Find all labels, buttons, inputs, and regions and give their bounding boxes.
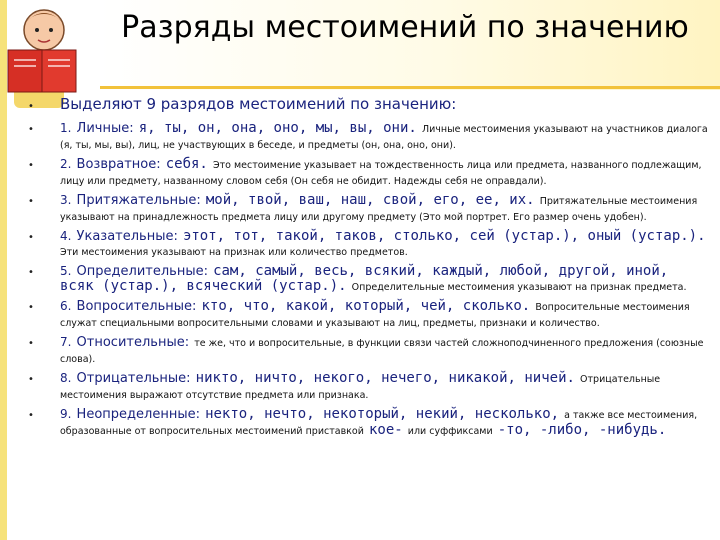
item-heading: Неопределенные: xyxy=(76,407,200,422)
bullet: • xyxy=(28,267,34,278)
item-examples: некто, нечто, некоторый, некий, несколько, xyxy=(205,406,560,422)
list-item xyxy=(28,334,708,366)
bullet: • xyxy=(28,232,34,243)
item-examples: мой, твой, ваш, наш, свой, его, ее, их. xyxy=(205,192,535,208)
item-description: те же, что и вопросительные, в функции связи частей сложноподчиненного предложения (союзные слова). xyxy=(60,338,704,365)
item-description-cont: или суффиксами xyxy=(407,426,493,437)
item-examples: этот, тот, такой, таков, столько, сей (устар.), оный (устар.). xyxy=(182,228,706,244)
item-description: Притяжательные местоимения указывают на принадлежность предмета лицу или другому предмету (Это мой портрет. Его размер очень удобен). xyxy=(60,196,698,223)
item-heading: Вопросительные: xyxy=(76,299,197,314)
bullet: • xyxy=(28,160,34,171)
item-examples: кто, что, какой, который, чей, сколько. xyxy=(201,298,531,314)
slide-title: Разряды местоимений по значению xyxy=(121,10,689,45)
list-item xyxy=(28,406,708,438)
intro-text: Выделяют 9 разрядов местоимений по значению: xyxy=(60,95,457,113)
item-number: 9. xyxy=(60,407,72,421)
bullet: • xyxy=(28,338,34,349)
list-item xyxy=(28,263,708,294)
item-number: 4. xyxy=(60,229,72,243)
list-item xyxy=(28,120,708,152)
list-item xyxy=(28,192,708,224)
item-examples: себя. xyxy=(165,156,208,172)
item-description: Отрицательные местоимения выражают отсутствие предмета или признака. xyxy=(60,374,661,401)
item-heading: Указательные: xyxy=(76,229,178,244)
item-heading: Притяжательные: xyxy=(76,193,201,208)
item-heading: Относительные: xyxy=(76,335,190,350)
item-examples: сам, самый, весь, всякий, каждый, любой, другой, иной, всяк (устар.), всяческий (устар.). xyxy=(60,263,669,294)
item-description: Эти местоимения указывают на признак или количество предметов. xyxy=(60,247,408,258)
item-number: 5. xyxy=(60,264,72,278)
item-number: 6. xyxy=(60,299,72,313)
bullet: • xyxy=(28,124,34,135)
list-item xyxy=(28,228,708,259)
item-examples: никто, ничто, некого, нечего, никакой, ничей. xyxy=(195,370,575,386)
title-underline xyxy=(100,86,720,89)
item-number: 1. xyxy=(60,121,72,135)
item-heading: Личные: xyxy=(76,121,134,136)
item-heading: Отрицательные: xyxy=(76,371,191,386)
bullet: • xyxy=(28,374,34,385)
list-item xyxy=(28,298,708,330)
item-number: 2. xyxy=(60,157,72,171)
bullet: • xyxy=(28,410,34,421)
bullet: • xyxy=(28,302,34,313)
item-examples: я, ты, он, она, оно, мы, вы, они. xyxy=(138,120,417,136)
item-description: Вопросительные местоимения служат специальными вопросительными словами и указывают на лиц, предметы, признаки и количество. xyxy=(60,302,690,329)
item-description: а также все местоимения, образованные от вопросительных местоимений приставкой xyxy=(60,410,698,437)
item-heading: Возвратное: xyxy=(76,157,161,172)
item-number: 8. xyxy=(60,371,72,385)
list-item xyxy=(28,370,708,402)
bullet: • xyxy=(28,101,34,112)
item-number: 3. xyxy=(60,193,72,207)
intro-item xyxy=(28,94,708,114)
item-prefix-example: кое- xyxy=(368,422,403,438)
item-heading: Определительные: xyxy=(76,264,208,279)
item-number: 7. xyxy=(60,335,72,349)
content-list xyxy=(28,94,708,442)
item-suffix-examples: -то, -либо, -нибудь. xyxy=(497,422,667,438)
item-description: Определительные местоимения указывают на признак предмета. xyxy=(351,282,687,293)
item-description: Это местоимение указывает на тождественность лица или предмета, названного подлежащим, лицу или предмету, названному словом себя (Он себя не обидит. Надежды себя не оправдали). xyxy=(60,160,702,187)
item-description: Личные местоимения указывают на участников диалога (я, ты, мы, вы), лиц, не участвующих в беседе, и предметы (он, она, оно, они). xyxy=(60,124,708,151)
bullet: • xyxy=(28,196,34,207)
list-item xyxy=(28,156,708,188)
